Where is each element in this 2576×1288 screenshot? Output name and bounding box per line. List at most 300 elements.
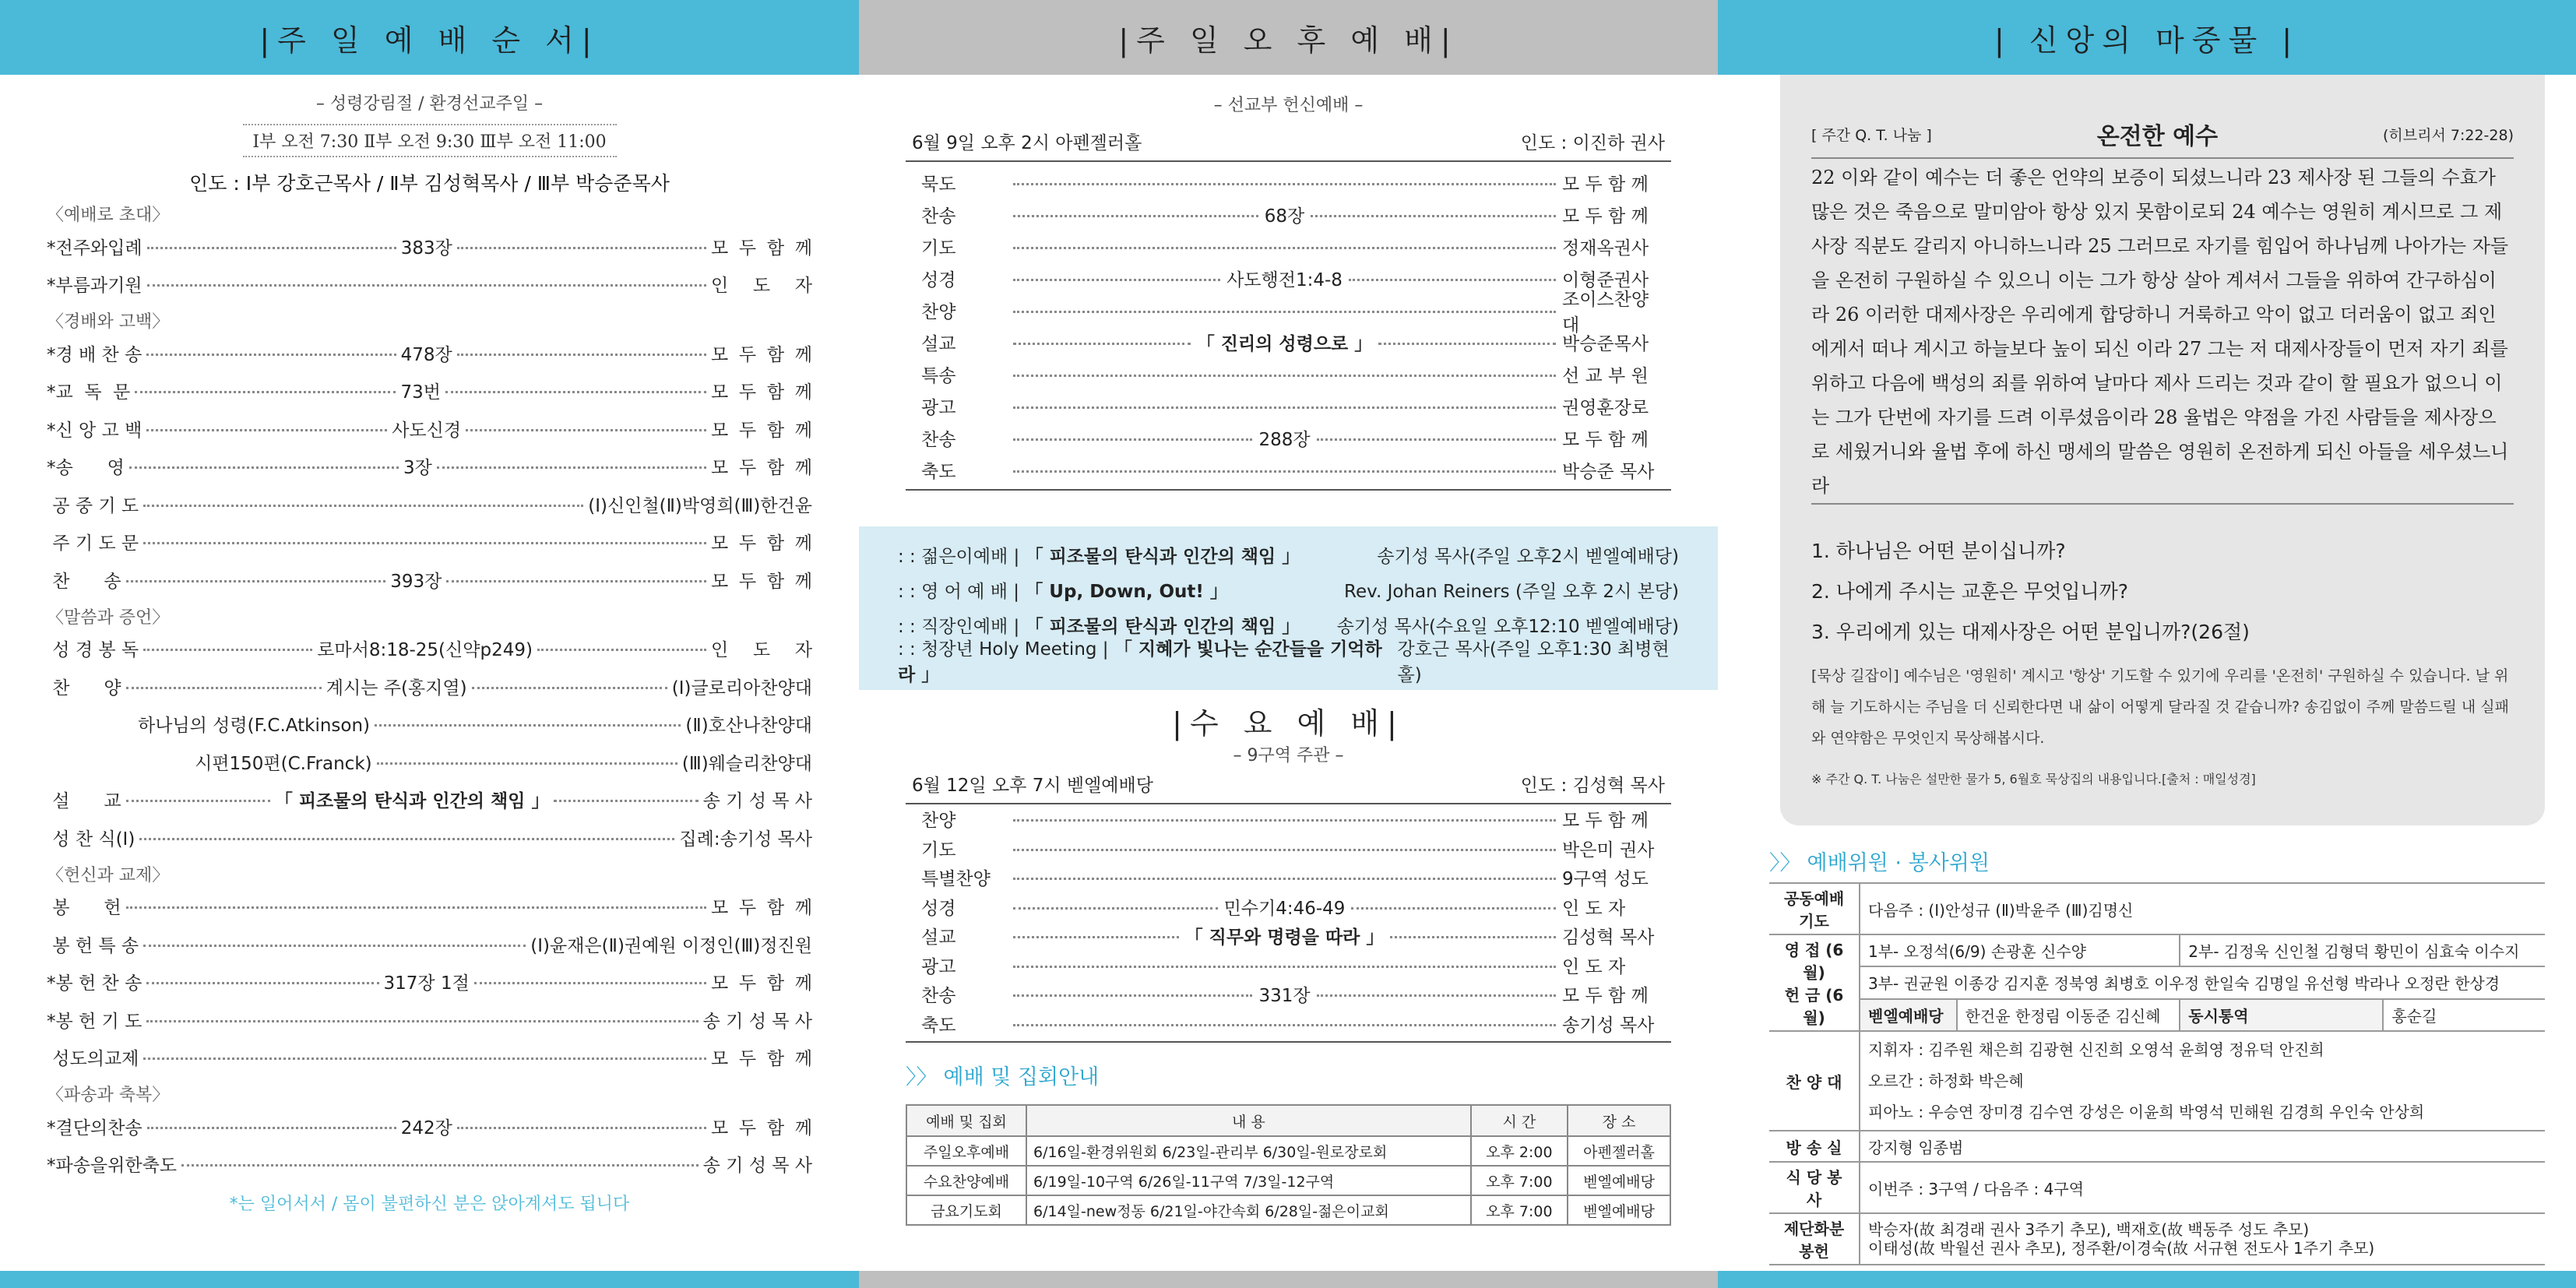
order-row bbox=[47, 561, 812, 599]
order-label: 성 경 봉 독 bbox=[47, 640, 139, 661]
order-row bbox=[906, 951, 1671, 980]
order-person: (Ⅰ)신인철(Ⅱ)박영희(Ⅲ)한건윤 bbox=[588, 495, 812, 516]
order-label: 광고 bbox=[921, 398, 956, 418]
broadcast-value: 강지형 임종범 bbox=[1860, 1131, 2545, 1162]
dot-leader bbox=[1349, 279, 1556, 281]
service-sermon: 「 Up, Down, Out! 」 bbox=[1025, 582, 1228, 602]
order-row bbox=[906, 231, 1671, 262]
dot-leader bbox=[143, 505, 583, 507]
order-person: 모 두 함 께 bbox=[711, 898, 812, 919]
afternoon-date: 6월 9일 오후 2시 아펜젤러홀 bbox=[912, 133, 1142, 153]
afternoon-header: |주 일 오 후 예 배| bbox=[859, 0, 1718, 75]
order-label: *봉 헌 기 도 bbox=[47, 1011, 143, 1032]
dot-leader bbox=[1013, 343, 1191, 345]
order-label: *송 영 bbox=[47, 458, 125, 479]
order-person: 모 두 함 께 bbox=[1562, 206, 1649, 227]
order-label: 설 교 bbox=[47, 791, 121, 812]
guide-cell: 6/14일-new정동 6/21일-야간속회 6/28일-젊은이교회 bbox=[1026, 1195, 1471, 1225]
dot-leader bbox=[457, 354, 706, 356]
order-label: 시편150편(C.Franck) bbox=[47, 753, 372, 774]
question-list bbox=[1811, 531, 2514, 653]
service-label: : : 직장인예배 | bbox=[898, 617, 1026, 637]
order-person: 모 두 함 께 bbox=[1562, 430, 1649, 450]
order-label: *봉 헌 찬 송 bbox=[47, 973, 143, 994]
order-person: 송 기 성 목 사 bbox=[702, 1156, 812, 1177]
divider bbox=[906, 1041, 1671, 1043]
order-row bbox=[906, 262, 1671, 294]
order-label: 찬양 bbox=[921, 302, 956, 322]
dot-leader bbox=[474, 982, 706, 984]
order-row bbox=[47, 1145, 812, 1184]
dot-leader bbox=[147, 284, 706, 287]
standing-note: *는 일어서서 / 몸이 불편하신 분은 앉아계셔도 됩니다 bbox=[229, 1195, 630, 1214]
dot-leader bbox=[126, 800, 270, 802]
guide-header: 예배 및 집회 bbox=[906, 1105, 1026, 1136]
wednesday-date: 6월 12일 오후 7시 벧엘예배당 bbox=[912, 776, 1153, 796]
dot-leader bbox=[129, 466, 399, 469]
order-label: 설교 bbox=[921, 334, 956, 354]
order-person: 박승준목사 bbox=[1562, 334, 1649, 354]
qt-reference: (히브리서 7:22-28) bbox=[2383, 126, 2514, 144]
qt-title: 온전한 예수 bbox=[2096, 123, 2219, 150]
guide-header: 장 소 bbox=[1568, 1105, 1670, 1136]
dot-leader bbox=[143, 649, 312, 651]
flower-line: 이태성(故 박월선 권사 추모), 정주환/이경숙(故 서규현 전도사 1주기 추모) bbox=[1868, 1239, 2375, 1258]
footer-bar bbox=[1718, 1271, 2576, 1288]
guide-cell: 벧엘예배당 bbox=[1568, 1166, 1670, 1195]
qt-card bbox=[1780, 75, 2545, 825]
order-row bbox=[47, 630, 812, 668]
dot-leader bbox=[143, 945, 526, 947]
service-row bbox=[898, 537, 1679, 572]
offering-second: 2부- 김정욱 신인철 김형덕 황민이 심효숙 이수지 bbox=[2180, 934, 2545, 966]
wednesday-order-list bbox=[906, 804, 1671, 1038]
wednesday-title: |수 요 예 배| bbox=[1172, 706, 1405, 741]
order-label: 묵도 bbox=[921, 174, 956, 195]
order-person: 조이스찬양대 bbox=[1562, 289, 1649, 336]
order-row bbox=[906, 892, 1671, 922]
dot-leader bbox=[1013, 406, 1556, 409]
order-label: 설교 bbox=[921, 927, 956, 948]
dot-leader bbox=[1013, 1024, 1556, 1026]
order-row bbox=[906, 390, 1671, 422]
order-person: 선 교 부 원 bbox=[1562, 366, 1649, 386]
dot-leader bbox=[147, 1127, 396, 1129]
dot-leader bbox=[1013, 279, 1220, 281]
kitchen-header: 식 당 봉 사 bbox=[1769, 1162, 1860, 1213]
order-person: 모 두 함 께 bbox=[711, 571, 812, 592]
guide-cell: 6/19일-10구역 6/26일-11구역 7/3일-12구역 bbox=[1026, 1166, 1471, 1195]
order-person: 송 기 성 목 사 bbox=[702, 1011, 812, 1032]
dot-leader bbox=[146, 982, 378, 984]
dot-leader bbox=[1013, 438, 1252, 441]
order-row bbox=[906, 326, 1671, 358]
service-preacher: 송기성 목사(수요일 오후12:10 벧엘예배당) bbox=[1336, 617, 1679, 637]
dot-leader bbox=[181, 1164, 699, 1167]
dot-leader bbox=[466, 429, 706, 431]
order-content: 「 직무와 명령을 따라 」 bbox=[1184, 927, 1385, 948]
section-heading: 〈경배와 고백〉 bbox=[47, 312, 170, 332]
sunday-order-column bbox=[0, 0, 859, 1288]
service-sermon: 「 피조물의 탄식과 인간의 책임 」 bbox=[1025, 547, 1300, 567]
service-name bbox=[898, 577, 1228, 603]
order-label: 찬송 bbox=[921, 206, 956, 227]
order-person: 모 두 함 께 bbox=[711, 238, 812, 259]
dot-leader bbox=[1013, 878, 1556, 880]
broadcast-header: 방 송 실 bbox=[1769, 1131, 1860, 1162]
choir-conductors: 지휘자 : 김주원 채은희 김광현 신진희 오영석 윤희영 정유덕 안진희 bbox=[1868, 1040, 2324, 1059]
order-person: 송기성 목사 bbox=[1562, 1015, 1655, 1036]
dot-leader bbox=[1013, 247, 1556, 249]
guide-header: 시 간 bbox=[1471, 1105, 1568, 1136]
order-row bbox=[47, 781, 812, 819]
order-label: 성 찬 식(Ⅰ) bbox=[47, 829, 135, 850]
kitchen-value: 이번주 : 3구역 / 다음주 : 4구역 bbox=[1860, 1162, 2545, 1213]
order-person: 모 두 함 께 bbox=[711, 382, 812, 403]
order-label: 성도의교제 bbox=[47, 1049, 139, 1070]
guide-cell: 오후 2:00 bbox=[1471, 1136, 1568, 1166]
dot-leader bbox=[437, 466, 706, 469]
order-label: 성경 bbox=[921, 898, 956, 919]
dot-leader bbox=[1013, 311, 1556, 313]
order-content: 288장 bbox=[1258, 430, 1311, 450]
choir-piano: 피아노 : 우승연 장미경 김수연 강성은 이윤희 박영석 민해원 김경희 우인숙 안상희 bbox=[1868, 1103, 2425, 1121]
order-row bbox=[906, 863, 1671, 892]
dot-leader bbox=[1013, 375, 1556, 377]
order-person: 모 두 함 께 bbox=[711, 1049, 812, 1070]
guide-cell: 아펜젤러홀 bbox=[1568, 1136, 1670, 1166]
dot-leader bbox=[1390, 936, 1556, 938]
dot-leader bbox=[146, 354, 396, 356]
service-preacher: 송기성 목사(주일 오후2시 벧엘예배당) bbox=[1377, 547, 1679, 567]
dot-leader bbox=[147, 247, 396, 249]
afternoon-leader: 인도 : 이진하 권사 bbox=[1520, 133, 1665, 153]
order-row bbox=[47, 1107, 812, 1145]
order-label: 기도 bbox=[921, 238, 956, 259]
order-label: *교 독 문 bbox=[47, 382, 131, 403]
order-label: 주 기 도 문 bbox=[47, 533, 139, 554]
section-heading: 〈파송과 축복〉 bbox=[47, 1086, 170, 1105]
order-row bbox=[47, 372, 812, 410]
order-row bbox=[47, 266, 812, 304]
order-person: 모 두 함 께 bbox=[711, 973, 812, 994]
order-label: 찬송 bbox=[921, 986, 956, 1007]
order-person: 모 두 함 께 bbox=[1562, 986, 1649, 1007]
afternoon-order-list bbox=[906, 167, 1671, 486]
qt-source: ※ 주간 Q. T. 나눔은 설만한 물가 5, 6월호 묵상집의 내용입니다.[출처 : 매일성경] bbox=[1811, 772, 2256, 787]
dot-leader bbox=[375, 724, 681, 727]
order-label: 찬 송 bbox=[47, 571, 121, 592]
service-name bbox=[898, 635, 1397, 686]
order-content: 383장 bbox=[400, 238, 452, 259]
order-person: 김성혁 목사 bbox=[1562, 927, 1655, 948]
dot-leader bbox=[446, 580, 706, 582]
section-heading: 〈말씀과 증언〉 bbox=[47, 607, 170, 628]
order-row bbox=[47, 1001, 812, 1039]
dot-leader bbox=[135, 391, 396, 393]
order-label: 찬 양 bbox=[47, 677, 121, 699]
dot-leader bbox=[146, 1020, 698, 1022]
prayer-header: 공동예배기도 bbox=[1769, 883, 1860, 934]
dot-leader bbox=[126, 580, 386, 582]
order-person: (Ⅰ)글로리아찬양대 bbox=[671, 677, 812, 699]
order-label: 특송 bbox=[921, 366, 956, 386]
choir-organ: 오르간 : 하정화 박은혜 bbox=[1868, 1072, 2024, 1090]
dot-leader bbox=[472, 687, 667, 689]
interpret-header: 동시통역 bbox=[2180, 999, 2383, 1031]
bethel-header: 벧엘예배당 bbox=[1860, 999, 1957, 1031]
dot-leader bbox=[143, 1057, 706, 1060]
order-row bbox=[47, 818, 812, 857]
dot-leader bbox=[126, 687, 322, 689]
sunday-order-header: |주 일 예 배 순 서| bbox=[0, 0, 859, 75]
order-content: 242장 bbox=[400, 1117, 452, 1138]
offering-header: 영 접 (6월) 헌 금 (6월) bbox=[1769, 934, 1860, 1031]
order-label: *부름과기원 bbox=[47, 276, 143, 297]
order-label: *전주와입례 bbox=[47, 238, 143, 259]
order-person: 모 두 함 께 bbox=[1562, 174, 1649, 195]
dot-leader bbox=[1013, 966, 1556, 968]
order-label: 찬양 bbox=[921, 811, 956, 832]
volunteers-title bbox=[1769, 846, 2545, 876]
order-person: 모 두 함 께 bbox=[711, 533, 812, 554]
order-person: 9구역 성도 bbox=[1562, 869, 1649, 890]
wednesday-leader: 인도 : 김성혁 목사 bbox=[1520, 776, 1665, 796]
dot-leader bbox=[537, 649, 706, 651]
choir-header: 찬 양 대 bbox=[1769, 1031, 1860, 1131]
order-person: 정재옥권사 bbox=[1562, 238, 1649, 259]
order-person: 인 도 자 bbox=[1562, 956, 1626, 977]
divider bbox=[906, 489, 1671, 491]
order-person: 모 두 함 께 bbox=[711, 1117, 812, 1138]
guide-cell: 오후 7:00 bbox=[1471, 1195, 1568, 1225]
order-label: 특별찬양 bbox=[921, 869, 991, 890]
dot-leader bbox=[1013, 183, 1556, 185]
order-label: 공 중 기 도 bbox=[47, 495, 139, 516]
flower-line: 박승자(故 최경래 권사 3주기 추모), 백재호(故 백동주 성도 추모) bbox=[1868, 1220, 2310, 1239]
guide-cell: 오후 7:00 bbox=[1471, 1166, 1568, 1195]
order-row bbox=[47, 706, 812, 744]
service-label: : : 영 어 예 배 | bbox=[898, 582, 1026, 602]
order-content: 317장 1절 bbox=[383, 973, 470, 994]
guide-cell: 금요기도회 bbox=[906, 1195, 1026, 1225]
order-content: 민수기4:46-49 bbox=[1223, 898, 1346, 919]
order-row bbox=[47, 743, 812, 781]
footer-bar bbox=[0, 1271, 859, 1288]
order-label: 봉 헌 bbox=[47, 898, 121, 919]
dot-leader bbox=[554, 800, 698, 802]
interpret-value: 홍순길 bbox=[2383, 999, 2545, 1031]
service-times: Ⅰ부 오전 7:30 Ⅱ부 오전 9:30 Ⅲ부 오전 11:00 bbox=[243, 124, 617, 157]
order-person: 모 두 함 께 bbox=[1562, 811, 1649, 832]
order-label: *경 배 찬 송 bbox=[47, 344, 143, 365]
afternoon-column bbox=[859, 0, 1718, 1288]
volunteers-table bbox=[1769, 882, 2545, 1265]
order-person: (Ⅲ)웨슬리찬양대 bbox=[681, 753, 812, 774]
guide-header: 내 용 bbox=[1026, 1105, 1471, 1136]
order-row bbox=[47, 410, 812, 448]
order-content: 3장 bbox=[403, 458, 432, 479]
order-row bbox=[47, 1039, 812, 1077]
order-person: 인 도 자 bbox=[711, 276, 812, 297]
order-row bbox=[47, 925, 812, 963]
prayer-value: 다음주 : (Ⅰ)안성규 (Ⅱ)박윤주 (Ⅲ)김명신 bbox=[1860, 883, 2545, 934]
dot-leader bbox=[1013, 936, 1179, 938]
order-row bbox=[906, 199, 1671, 231]
order-row bbox=[47, 888, 812, 926]
order-content: 사도행전1:4-8 bbox=[1226, 270, 1343, 290]
service-sermon: 「 지혜가 빛나는 순간들을 기억하라 」 bbox=[898, 639, 1382, 685]
order-person: 모 두 함 께 bbox=[711, 420, 812, 441]
order-row bbox=[906, 422, 1671, 454]
dot-leader bbox=[377, 762, 677, 765]
section-heading: 〈예배로 초대〉 bbox=[47, 206, 170, 225]
order-content: 로마서8:18-25(신약p249) bbox=[317, 640, 533, 661]
guide-title-text: 예배 및 집회안내 bbox=[943, 1065, 1100, 1089]
dot-leader bbox=[1351, 907, 1556, 910]
flower-header: 제단화분봉헌 bbox=[1769, 1213, 1860, 1265]
order-label: 찬송 bbox=[921, 430, 956, 450]
wednesday-section bbox=[859, 690, 1718, 1226]
service-row bbox=[898, 639, 1679, 685]
guide-cell: 6/16일-환경위원회 6/23일-관리부 6/30일-원로장로회 bbox=[1026, 1136, 1471, 1166]
dot-leader bbox=[1013, 819, 1556, 822]
offering-third: 3부- 권균원 이종강 김지훈 정북영 최병호 이우정 한일숙 김명일 유선형 박라나 오정란 한상경 bbox=[1860, 966, 2545, 998]
order-person: 권영훈장로 bbox=[1562, 398, 1649, 418]
order-label: *결단의찬송 bbox=[47, 1117, 143, 1138]
question: 2. 나에게 주시는 교훈은 무엇입니까? bbox=[1811, 580, 2129, 603]
service-leaders: 인도 : Ⅰ부 강호근목사 / Ⅱ부 김성혁목사 / Ⅲ부 박승준목사 bbox=[189, 172, 670, 195]
order-person: 인 도 자 bbox=[711, 640, 813, 661]
dot-leader bbox=[1311, 215, 1556, 217]
order-content: 68장 bbox=[1264, 206, 1305, 227]
service-row bbox=[898, 572, 1679, 607]
question: 1. 하나님은 어떤 분이십니까? bbox=[1811, 540, 2066, 562]
order-row bbox=[47, 667, 812, 706]
order-row bbox=[906, 358, 1671, 390]
order-label: 봉 헌 특 송 bbox=[47, 935, 139, 956]
guide-title bbox=[906, 1060, 1671, 1090]
volunteers-title-text: 예배위원 · 봉사위원 bbox=[1807, 851, 1990, 875]
wednesday-event-line bbox=[906, 769, 1671, 804]
order-person: (Ⅱ)호산나찬양대 bbox=[685, 716, 812, 737]
order-content: 「 피조물의 탄식과 인간의 책임 」 bbox=[274, 791, 550, 812]
order-label: 축도 bbox=[921, 1015, 956, 1036]
faith-header: | 신앙의 마중물 | bbox=[1718, 0, 2576, 75]
order-row bbox=[47, 485, 812, 523]
order-person: 모 두 함 께 bbox=[711, 458, 813, 479]
order-label: 기도 bbox=[921, 839, 956, 860]
guide-cell: 주일오후예배 bbox=[906, 1136, 1026, 1166]
afternoon-event-line bbox=[906, 124, 1671, 162]
order-person: 인 도 자 bbox=[1562, 898, 1626, 919]
afternoon-subtitle: – 선교부 헌신예배 – bbox=[1213, 96, 1364, 115]
dot-leader bbox=[1317, 994, 1556, 997]
order-content: 73번 bbox=[400, 382, 441, 403]
scripture-text: 22 이와 같이 예수는 더 좋은 언약의 보증이 되셨느니라 23 제사장 된 그들의 수효가 많은 것은 죽음으로 말미암아 항상 있지 못함이로되 24 예수는 영원히 계시므로 그 제사장 직분도 갈리지 아니하느니라 25 그러므로 자기를 힘입어 하나님께 나아가는 자들을 온전히 구원하실 수 있으니 이는 그가 항상 살아 계셔서 그들을 위하여 간구하심이라 26 이러한 대제사장은 우리에게 합당하니 거룩하고 악이 없고 더러움이 없고 죄인에게서 떠나 계시고 하늘보다 높이 되신 이라 27 그는 저 대제사장들이 먼저 자기 죄를 위하고 다음에 백성의 죄를 위하여 날마다 제사 드리는 것과 같이 할 필요가 없으니 이는 그가 단번에 자기를 드려 이루셨음이라 28 율법은 약점을 가진 사람들을 제사장으로 세웠거니와 율법 후에 하신 맹세의 말씀은 영원히 온전하게 되신 아들을 세우셨느니라 bbox=[1811, 167, 2509, 497]
order-row bbox=[47, 227, 812, 266]
dot-leader bbox=[1378, 343, 1556, 345]
order-label: 하나님의 성령(F.C.Atkinson) bbox=[47, 716, 371, 737]
order-content: 393장 bbox=[390, 571, 442, 592]
dot-leader bbox=[126, 906, 706, 909]
order-content: 「 진리의 성령으로 」 bbox=[1196, 334, 1373, 354]
service-preacher: Rev. Johan Reiners (주일 오후 2시 본당) bbox=[1344, 582, 1679, 602]
order-person: 박은미 권사 bbox=[1562, 839, 1655, 860]
double-chevron-icon: 〉〉 bbox=[906, 1065, 938, 1089]
dot-leader bbox=[1013, 849, 1556, 851]
footer-bar bbox=[859, 1271, 1718, 1288]
guide-cell: 벧엘예배당 bbox=[1568, 1195, 1670, 1225]
order-row bbox=[47, 963, 812, 1001]
order-row bbox=[906, 167, 1671, 199]
order-row bbox=[906, 980, 1671, 1009]
order-label: *신 앙 고 백 bbox=[47, 420, 143, 441]
order-content: 331장 bbox=[1258, 986, 1311, 1007]
service-preacher: 강호근 목사(주일 오후1:30 최병현홀) bbox=[1397, 639, 1670, 685]
order-row bbox=[47, 523, 812, 561]
order-row bbox=[906, 834, 1671, 864]
bethel-value: 한건윤 한정림 이동준 김신혜 bbox=[1957, 999, 2180, 1031]
dot-leader bbox=[143, 542, 706, 544]
order-person: 이형준권사 bbox=[1562, 270, 1649, 290]
dot-leader bbox=[1013, 994, 1252, 997]
question: 3. 우리에게 있는 대제사장은 어떤 분입니까?(26절) bbox=[1811, 621, 2250, 643]
section-heading: 〈헌신과 교제〉 bbox=[47, 865, 170, 885]
order-row bbox=[47, 448, 812, 486]
order-label: 광고 bbox=[921, 956, 956, 977]
order-row bbox=[906, 921, 1671, 951]
order-person: (Ⅰ)윤재은(Ⅱ)권예원 이정인(Ⅲ)정진원 bbox=[530, 935, 812, 956]
order-person: 박승준 목사 bbox=[1562, 462, 1655, 482]
other-services-band bbox=[859, 526, 1718, 690]
double-chevron-icon: 〉〉 bbox=[1769, 851, 1801, 875]
wednesday-subtitle: – 9구역 주관 – bbox=[1233, 746, 1344, 765]
dot-leader bbox=[146, 429, 387, 431]
guide-row bbox=[906, 1136, 1670, 1166]
dot-leader bbox=[1013, 215, 1258, 217]
volunteers-section bbox=[1769, 846, 2545, 1265]
service-label: : : 젊은이예배 | bbox=[898, 547, 1026, 567]
guide-cell: 수요찬양예배 bbox=[906, 1166, 1026, 1195]
order-list bbox=[47, 204, 812, 1183]
dot-leader bbox=[1317, 438, 1556, 441]
sunday-subtitle: – 성령강림절 / 환경선교주일 – bbox=[315, 94, 544, 114]
order-person: 집례:송기성 목사 bbox=[679, 829, 812, 850]
order-row bbox=[906, 1009, 1671, 1039]
order-content: 사도신경 bbox=[392, 420, 462, 441]
meditation-guide: [묵상 길잡이] 예수님은 '영원히' 계시고 '항상' 기도할 수 있기에 우리를 '온전히' 구원하실 수 있습니다. 날 위해 늘 기도하시는 주님을 더 신뢰한다면 내 삶이 어떻게 달라질 것 같습니까? 송김없이 주께 말씀드릴 내 실패와 연약함은 무엇인지 묵상해봅시다. bbox=[1811, 667, 2509, 747]
order-content: 478장 bbox=[400, 344, 452, 365]
guide-table bbox=[906, 1104, 1671, 1226]
order-label: *파송을위한축도 bbox=[47, 1156, 178, 1177]
order-label: 축도 bbox=[921, 462, 956, 482]
service-label: : : 청장년 Holy Meeting | bbox=[898, 639, 1114, 660]
dot-leader bbox=[1013, 907, 1218, 910]
order-person: 송 기 성 목 사 bbox=[702, 791, 812, 812]
order-row bbox=[47, 334, 812, 372]
dot-leader bbox=[457, 247, 706, 249]
guide-row bbox=[906, 1166, 1670, 1195]
dot-leader bbox=[1013, 470, 1556, 473]
qt-label: [ 주간 Q. T. 나눔 ] bbox=[1811, 126, 1932, 144]
faith-column bbox=[1718, 0, 2576, 1288]
order-row bbox=[906, 289, 1671, 336]
service-name bbox=[898, 542, 1300, 568]
dot-leader bbox=[457, 1127, 706, 1129]
service-sermon: 「 피조물의 탄식과 인간의 책임 」 bbox=[1025, 617, 1300, 637]
dot-leader bbox=[445, 391, 706, 393]
